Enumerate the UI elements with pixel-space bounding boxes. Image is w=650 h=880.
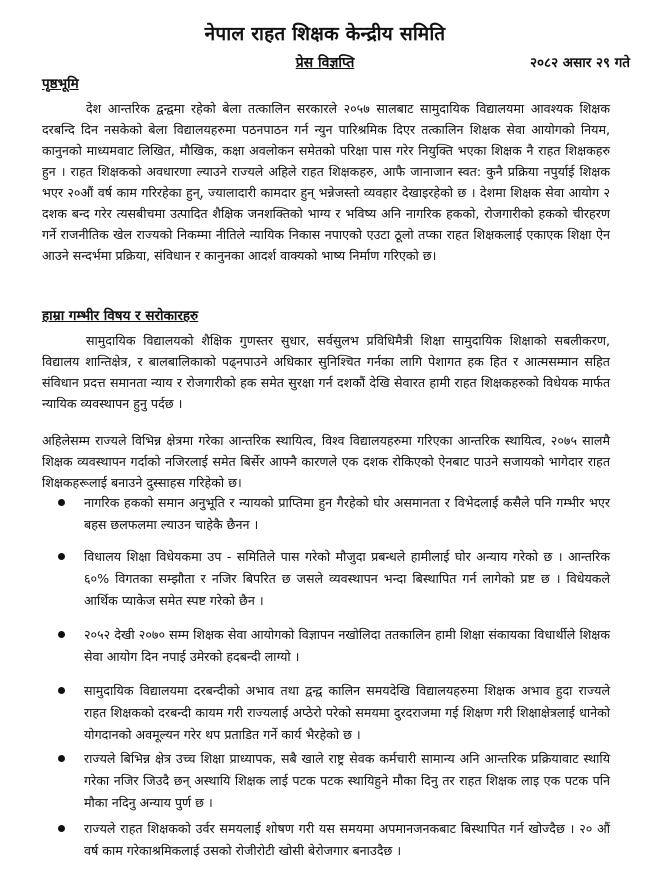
bullet-icon bbox=[58, 825, 65, 832]
bullet-icon bbox=[58, 631, 65, 638]
bullet-icon bbox=[58, 553, 65, 560]
subtitle-text: प्रेस विज्ञप्ति bbox=[295, 55, 355, 71]
background-paragraph: देश आन्तरिक द्वन्द्वमा रहेको बेला तत्कालिन सरकारले २०५७ सालबाट सामुदायिक विद्यालयमा आवश्यक शिक्षक दरबन्दि दिन नसकेको बेला विद्यालयहरुमा पठनपाठन गर्न न्युन पारिश्रमिक दिएर तत्कालिन शिक्षक सेवा आयोगको नियम, कानुनको माध्यमवाट लिखित, मौखिक, कक्षा अवलोकन समेतको परिक्षा पास गरेर नियुक्ति भएका शिक्षक नै राहत शिक्षकहरु हुन । राहत शिक्षकको अवधारणा ल्याउने राज्यले अहिले राहत शिक्षकहरु, आफै जानाजान स्वत: कुनै प्रक्रिया नपुर्याई शिक्षक भएर २०औं वर्ष काम गरिरहेका हुन्, ज्यालादारी कामदार हुन् भन्नेजस्तो व्यवहार देखाइरहेको छ । देशमा शिक्षक सेवा आयोग २ दशक बन्द गरेर त्यसबीचमा उत्पादित शैक्षिक जनशक्तिको भाग्य र भविष्य अनि नागरिक हकको, रोजगारीको हकको चीरहरण गर्ने राजनीतिक खेल राज्यको निकम्मा नीतिले न्यायिक निकास नपाएको एउटा ठूलो तप्का राहत शिक्षकलाई एकाएक शिक्षा ऐन आउने सन्दर्भमा प्रक्रिया, संविधान र कानुनका आदर्श वाक्यको भाष्य निर्माण गरिएको छ। bbox=[42, 101, 610, 263]
bullet-text: २०५२ देखी २०७० सम्म शिक्षक सेवा आयोगको विज्ञापन नखोलिदा ततकालिन हामी शिक्षा संकायका विधार्थीले शिक्षक सेवा आयोग दिन नपाई उमेरको हदबन्दी लाग्यो । bbox=[84, 627, 610, 664]
bullet-text: सामुदायिक विद्यालयमा दरबन्दीको अभाव तथा द्वन्द्व कालिन समयदेखि विद्यालयहरुमा शिक्षक अभाव हुदा राज्यले राहत शिक्षकको दरबन्दी कायम गरी राज्यलाई अप्ठेरो परेको समयमा दुरदराजमा गई शिक्षण गरी शिक्षाक्षेत्रलाई धानेको योगदानको अवमूल्यन गरेर थप प्रताडित गर्ने कार्य भैरहेको छ । bbox=[84, 683, 610, 742]
organization-title: नेपाल राहत शिक्षक केन्द्रीय समिति bbox=[204, 23, 446, 45]
bullet-text: विधालय शिक्षा विधेयकमा उप - समितिले पास गरेको मौजुदा प्रबन्धले हामीलाई घोर अन्याय गरेको छ । आन्तरिक ६०% विगतका सम्झौता र नजिर बिपरित छ जसले व्यवस्थापन भन्दा बिस्थापित गर्न लागेको प्रष्ट छ । विधेयकले आर्थिक प्याकेज समेत स्पष्ट गरेको छैन । bbox=[84, 549, 610, 608]
bullet-text: राज्यले बिभिन्न क्षेत्र उच्च शिक्षा प्राध्यापक, सबै खाले राष्ट्र सेवक कर्मचारी सामान्य अनि आन्तरिक प्रक्रियावाट स्थायि गरेका नजिर जिउदै छन् अस्थायि शिक्षक लाई पटक पटक स्थायिहुने मौका दिनु तर राहत शिक्षक लाइ एक पटक पनि मौका नदिनु अन्याय पुर्ण छ । bbox=[84, 751, 610, 810]
concerns-heading: हाम्रा गम्भीर विषय र सरोकारहरु bbox=[42, 308, 199, 324]
concerns-paragraph-2: अहिलेसम्म राज्यले विभिन्न क्षेत्रमा गरेका आन्तरिक स्थायित्व, विश्व विद्यालयहरुमा गरिएका आन्तरिक स्थायित्व, २०७५ सालमै शिक्षक व्यवस्थापन गर्दाको नजिरलाई समेत बिर्सेर आफ्नै कारणले एक दशक रोकिएको ऐनबाट पाउने सजायको भागेदार राहत शिक्षकहरूलाई बनाउने दुस्साहस गरिहेको छ। bbox=[42, 433, 610, 490]
bullet-icon bbox=[58, 755, 65, 762]
background-heading: पृष्ठभूमि bbox=[42, 76, 79, 92]
bullet-text: राज्यले राहत शिक्षकको उर्वर समयलाई शोषण गरी यस समयमा अपमानजनकबाट बिस्थापित गर्न खोज्दैछ । २० औं वर्ष काम गरेकाश्रमिकलाई उसको रोजीरोटी खोसी बेरोजगार बनाउदैछ । bbox=[84, 821, 610, 858]
bullet-icon bbox=[58, 687, 65, 694]
concerns-paragraph: सामुदायिक विद्यालयको शैक्षिक गुणस्तर सुधार, सर्वसुलभ प्रविधिमैत्री शिक्षा सामुदायिक शिक्षाको सबलीकरण, विद्यालय शान्तिक्षेत्र, र बालबालिकाको पढ्नपाउने अधिकार सुनिश्चित गर्नका लागि पेशागत हक हित र आत्मसम्मान सहित संविधान प्रदत्त समानता न्याय र रोजगारीको हक समेत सुरक्षा गर्न दशकौं देखि सेवारत हामी राहत शिक्षकहरुको विधेयक मार्फत न्यायिक व्यवस्थापन हुनु पर्दछ । bbox=[42, 333, 610, 411]
bullet-icon bbox=[58, 499, 65, 506]
bullet-text: नागरिक हकको समान अनुभूति र न्यायको प्राप्तिमा हुन गैरहेको घोर असमानता र विभेदलाई कसैले पनि गम्भीर भएर बहस छलफलमा ल्याउन चाहेकै छैनन । bbox=[84, 495, 610, 532]
release-date: २०८२ असार २९ गते bbox=[530, 55, 630, 71]
